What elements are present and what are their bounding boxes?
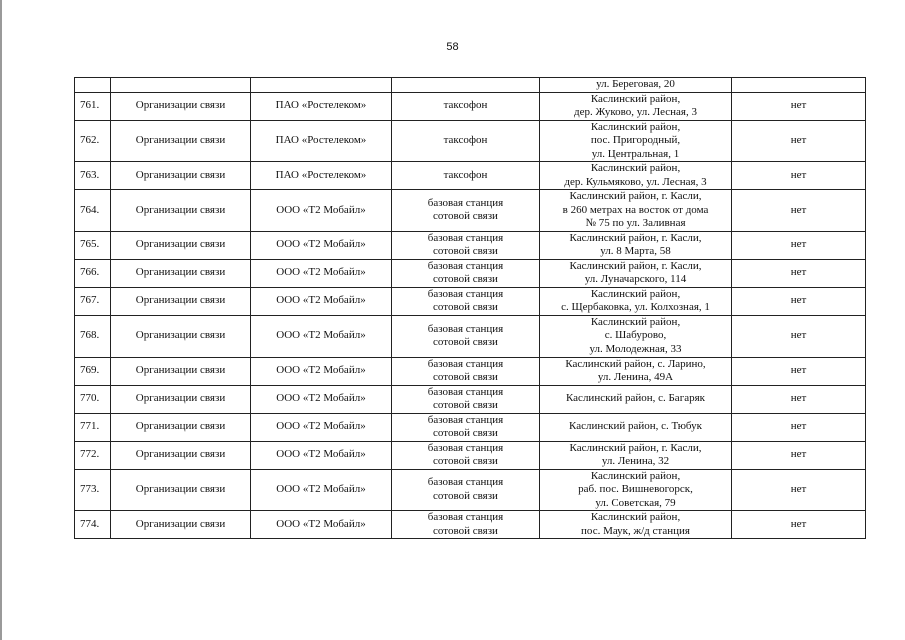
- cell-status: нет: [732, 413, 866, 441]
- cell-object: [392, 231, 540, 259]
- object-line: базовая станция: [427, 357, 504, 370]
- address-line: с. Щербаковка, ул. Колхозная, 1: [561, 301, 710, 313]
- cell-object: [392, 413, 540, 441]
- cell-status: нет: [732, 441, 866, 469]
- object-line: сотовой связи: [433, 336, 498, 348]
- cell-object: [392, 441, 540, 469]
- address-line: ул. Советская, 79: [595, 496, 676, 509]
- cell-object: [392, 162, 540, 190]
- cell-number: 769.: [75, 357, 111, 385]
- cell-category: Организации связи: [111, 120, 251, 162]
- address-line: ул. Ленина, 32: [601, 455, 670, 467]
- cell-number: 762.: [75, 120, 111, 162]
- cell-organization: ООО «Т2 Мобайл»: [251, 357, 392, 385]
- object-line: базовая станция: [427, 259, 504, 272]
- object-line: базовая станция: [427, 231, 504, 244]
- cell-object: [392, 315, 540, 357]
- address-line: ул. Молодежная, 33: [589, 342, 682, 355]
- address-line: дер. Кульмяково, ул. Лесная, 3: [564, 175, 707, 188]
- cell-organization: ПАО «Ростелеком»: [251, 162, 392, 190]
- object-line: базовая станция: [427, 441, 504, 454]
- object-line: таксофон: [443, 134, 488, 146]
- cell-status: нет: [732, 357, 866, 385]
- cell-category: Организации связи: [111, 92, 251, 120]
- cell-category: Организации связи: [111, 413, 251, 441]
- object-line: базовая станция: [427, 287, 504, 300]
- cell-status: нет: [732, 92, 866, 120]
- cell-category: Организации связи: [111, 287, 251, 315]
- table-row: [75, 190, 866, 232]
- table-row: [75, 162, 866, 190]
- table-row: [75, 92, 866, 120]
- cell-address: [540, 120, 732, 162]
- object-line: сотовой связи: [433, 427, 498, 439]
- cell-address: [540, 92, 732, 120]
- cell-object: [392, 259, 540, 287]
- cell-organization: ООО «Т2 Мобайл»: [251, 511, 392, 539]
- table-row: [75, 469, 866, 511]
- table-row: [75, 357, 866, 385]
- address-line: пос. Маук, ж/д станция: [581, 524, 690, 537]
- cell-number: 766.: [75, 259, 111, 287]
- cell-address: [540, 315, 732, 357]
- table-row: [75, 120, 866, 162]
- table-row: [75, 287, 866, 315]
- object-line: сотовой связи: [433, 489, 498, 502]
- cell-number: 772.: [75, 441, 111, 469]
- cell-organization: ООО «Т2 Мобайл»: [251, 385, 392, 413]
- cell-category: Организации связи: [111, 385, 251, 413]
- address-line: Каслинский район,: [590, 511, 681, 523]
- cell-status: нет: [732, 287, 866, 315]
- cell-number: 770.: [75, 385, 111, 413]
- cell-number: 763.: [75, 162, 111, 190]
- cell-status: нет: [732, 190, 866, 232]
- cell-object: [392, 287, 540, 315]
- address-line: ул. Береговая, 20: [596, 78, 675, 90]
- table-row: [75, 259, 866, 287]
- cell-category: Организации связи: [111, 315, 251, 357]
- cell-address: [540, 511, 732, 539]
- cell-category: [111, 78, 251, 93]
- cell-status: нет: [732, 259, 866, 287]
- address-line: дер. Жуково, ул. Лесная, 3: [574, 106, 697, 118]
- object-line: базовая станция: [427, 385, 504, 398]
- cell-address: [540, 259, 732, 287]
- object-line: сотовой связи: [433, 399, 498, 411]
- address-line: Каслинский район, г. Касли,: [569, 259, 702, 272]
- address-line: ул. 8 Марта, 58: [600, 245, 671, 257]
- object-line: базовая станция: [427, 476, 504, 489]
- cell-object: [392, 120, 540, 162]
- page-number: 58: [446, 41, 459, 53]
- cell-category: Организации связи: [111, 259, 251, 287]
- address-line: Каслинский район, с. Багаряк: [565, 392, 705, 405]
- address-line: Каслинский район,: [590, 120, 681, 133]
- cell-address: [540, 231, 732, 259]
- cell-status: нет: [732, 511, 866, 539]
- object-line: сотовой связи: [433, 371, 498, 383]
- cell-address: [540, 78, 732, 93]
- address-line: Каслинский район, с. Тюбук: [569, 420, 702, 433]
- cell-address: [540, 385, 732, 413]
- cell-organization: ООО «Т2 Мобайл»: [251, 259, 392, 287]
- cell-organization: ООО «Т2 Мобайл»: [251, 469, 392, 511]
- object-line: таксофон: [443, 99, 488, 112]
- cell-category: Организации связи: [111, 231, 251, 259]
- address-line: раб. пос. Вишневогорск,: [578, 483, 693, 495]
- table-row: [75, 413, 866, 441]
- cell-object: [392, 511, 540, 539]
- object-line: базовая станция: [427, 511, 504, 523]
- address-line: № 75 по ул. Заливная: [585, 217, 686, 229]
- cell-object: [392, 190, 540, 232]
- address-line: Каслинский район,: [590, 315, 681, 328]
- address-line: Каслинский район, г. Касли,: [569, 231, 702, 244]
- cell-status: нет: [732, 385, 866, 413]
- cell-address: [540, 413, 732, 441]
- cell-address: [540, 190, 732, 232]
- cell-category: Организации связи: [111, 190, 251, 232]
- registry-table: [74, 77, 866, 539]
- cell-organization: ООО «Т2 Мобайл»: [251, 190, 392, 232]
- cell-object: [392, 385, 540, 413]
- address-line: ул. Луначарского, 114: [584, 273, 687, 285]
- registry-table-body: [75, 78, 866, 539]
- cell-organization: [251, 78, 392, 93]
- cell-object: [392, 469, 540, 511]
- cell-organization: ООО «Т2 Мобайл»: [251, 287, 392, 315]
- table-row: [75, 315, 866, 357]
- cell-category: Организации связи: [111, 162, 251, 190]
- cell-status: нет: [732, 162, 866, 190]
- address-line: Каслинский район,: [590, 92, 681, 105]
- table-row-continuation: [75, 78, 866, 93]
- address-line: пос. Пригородный,: [590, 134, 681, 146]
- cell-status: нет: [732, 231, 866, 259]
- cell-number: 764.: [75, 190, 111, 232]
- cell-address: [540, 441, 732, 469]
- cell-organization: ООО «Т2 Мобайл»: [251, 231, 392, 259]
- cell-organization: ПАО «Ростелеком»: [251, 120, 392, 162]
- cell-address: [540, 162, 732, 190]
- address-line: ул. Ленина, 49А: [597, 371, 674, 383]
- address-line: Каслинский район, г. Касли,: [569, 190, 702, 202]
- object-line: базовая станция: [427, 322, 504, 335]
- object-line: сотовой связи: [433, 301, 498, 313]
- cell-category: Организации связи: [111, 441, 251, 469]
- address-line: Каслинский район, с. Ларино,: [565, 357, 706, 370]
- address-line: в 260 метрах на восток от дома: [562, 203, 709, 216]
- cell-number: 761.: [75, 92, 111, 120]
- cell-organization: ПАО «Ростелеком»: [251, 92, 392, 120]
- cell-category: Организации связи: [111, 469, 251, 511]
- cell-number: [75, 78, 111, 93]
- page-left-edge: [0, 0, 2, 640]
- cell-organization: ООО «Т2 Мобайл»: [251, 441, 392, 469]
- object-line: сотовой связи: [433, 210, 498, 223]
- cell-status: [732, 78, 866, 93]
- object-line: сотовой связи: [433, 455, 498, 467]
- object-line: базовая станция: [427, 413, 504, 426]
- cell-status: нет: [732, 469, 866, 511]
- table-row: [75, 441, 866, 469]
- cell-number: 768.: [75, 315, 111, 357]
- cell-object: [392, 92, 540, 120]
- cell-address: [540, 469, 732, 511]
- object-line: сотовой связи: [433, 524, 498, 537]
- cell-organization: ООО «Т2 Мобайл»: [251, 413, 392, 441]
- object-line: базовая станция: [427, 196, 504, 209]
- cell-number: 774.: [75, 511, 111, 539]
- table-row: [75, 385, 866, 413]
- object-line: сотовой связи: [433, 273, 498, 285]
- cell-number: 767.: [75, 287, 111, 315]
- cell-object: [392, 357, 540, 385]
- cell-status: нет: [732, 315, 866, 357]
- object-line: таксофон: [443, 168, 488, 181]
- cell-number: 771.: [75, 413, 111, 441]
- address-line: Каслинский район,: [590, 162, 681, 174]
- address-line: Каслинский район, г. Касли,: [569, 441, 702, 454]
- cell-number: 765.: [75, 231, 111, 259]
- address-line: Каслинский район,: [590, 469, 681, 482]
- table-row: [75, 511, 866, 539]
- cell-category: Организации связи: [111, 357, 251, 385]
- cell-category: Организации связи: [111, 511, 251, 539]
- object-line: сотовой связи: [433, 245, 498, 257]
- address-line: Каслинский район,: [590, 287, 681, 300]
- cell-address: [540, 287, 732, 315]
- address-line: ул. Центральная, 1: [591, 147, 680, 160]
- cell-organization: ООО «Т2 Мобайл»: [251, 315, 392, 357]
- cell-number: 773.: [75, 469, 111, 511]
- cell-status: нет: [732, 120, 866, 162]
- table-row: [75, 231, 866, 259]
- address-line: с. Шабурово,: [604, 329, 667, 342]
- cell-address: [540, 357, 732, 385]
- cell-object: [392, 78, 540, 93]
